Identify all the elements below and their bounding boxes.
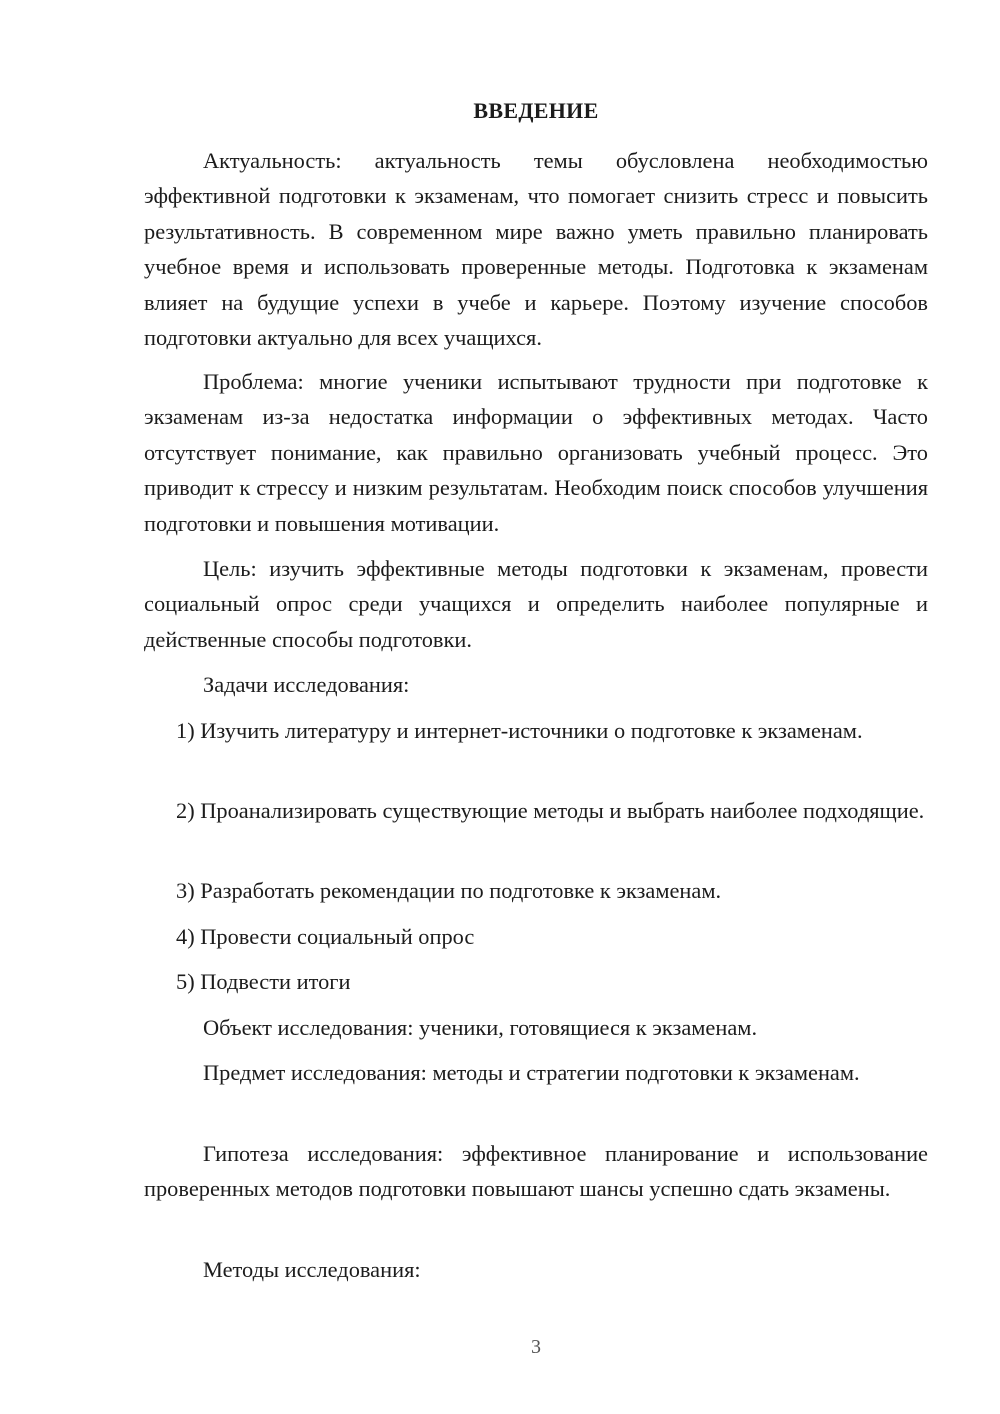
task-item-4: 4) Провести социальный опрос xyxy=(176,924,475,949)
goal-paragraph: Цель: изучить эффективные методы подготовки к экзаменам, провести социальный опрос среди учащихся и определить наиболее популярные и действенные способы подготовки. xyxy=(144,556,928,652)
task-item-1: 1) Изучить литературу и интернет-источники о подготовке к экзаменам. xyxy=(176,718,863,743)
relevance-paragraph: Актуальность: актуальность темы обусловлена необходимостью эффективной подготовки к экзаменам, что помогает снизить стресс и повысить результативность. В современном мире важно уметь правильно планировать учебное время и использовать проверенные методы. Подготовка к экзаменам влияет на будущие успехи в учебе и карьере. Поэтому изучение способов подготовки актуально для всех учащихся. xyxy=(144,148,928,351)
methods-heading: Методы исследования: xyxy=(203,1257,421,1282)
task-item-2: 2) Проанализировать существующие методы и выбрать наиболее подходящие. xyxy=(176,798,925,823)
section-title: ВВЕДЕНИЕ xyxy=(473,98,599,123)
research-object: Объект исследования: ученики, готовящиеся к экзаменам. xyxy=(203,1015,758,1040)
tasks-heading: Задачи исследования: xyxy=(203,672,410,697)
problem-paragraph: Проблема: многие ученики испытывают трудности при подготовке к экзаменам из-за недостатка информации о эффективных методах. Часто отсутствует понимание, как правильно организовать учебный процесс. Это приводит к стрессу и низким результатам. Необходим поиск способов улучшения подготовки и повышения мотивации. xyxy=(144,369,928,536)
page-number: 3 xyxy=(531,1336,541,1358)
research-hypothesis: Гипотеза исследования: эффективное планирование и использование проверенных методов подготовки повышают шансы успешно сдать экзамены. xyxy=(144,1141,928,1202)
task-item-3: 3) Разработать рекомендации по подготовке к экзаменам. xyxy=(176,878,722,903)
research-subject: Предмет исследования: методы и стратегии подготовки к экзаменам. xyxy=(203,1060,860,1085)
task-item-5: 5) Подвести итоги xyxy=(176,969,351,994)
